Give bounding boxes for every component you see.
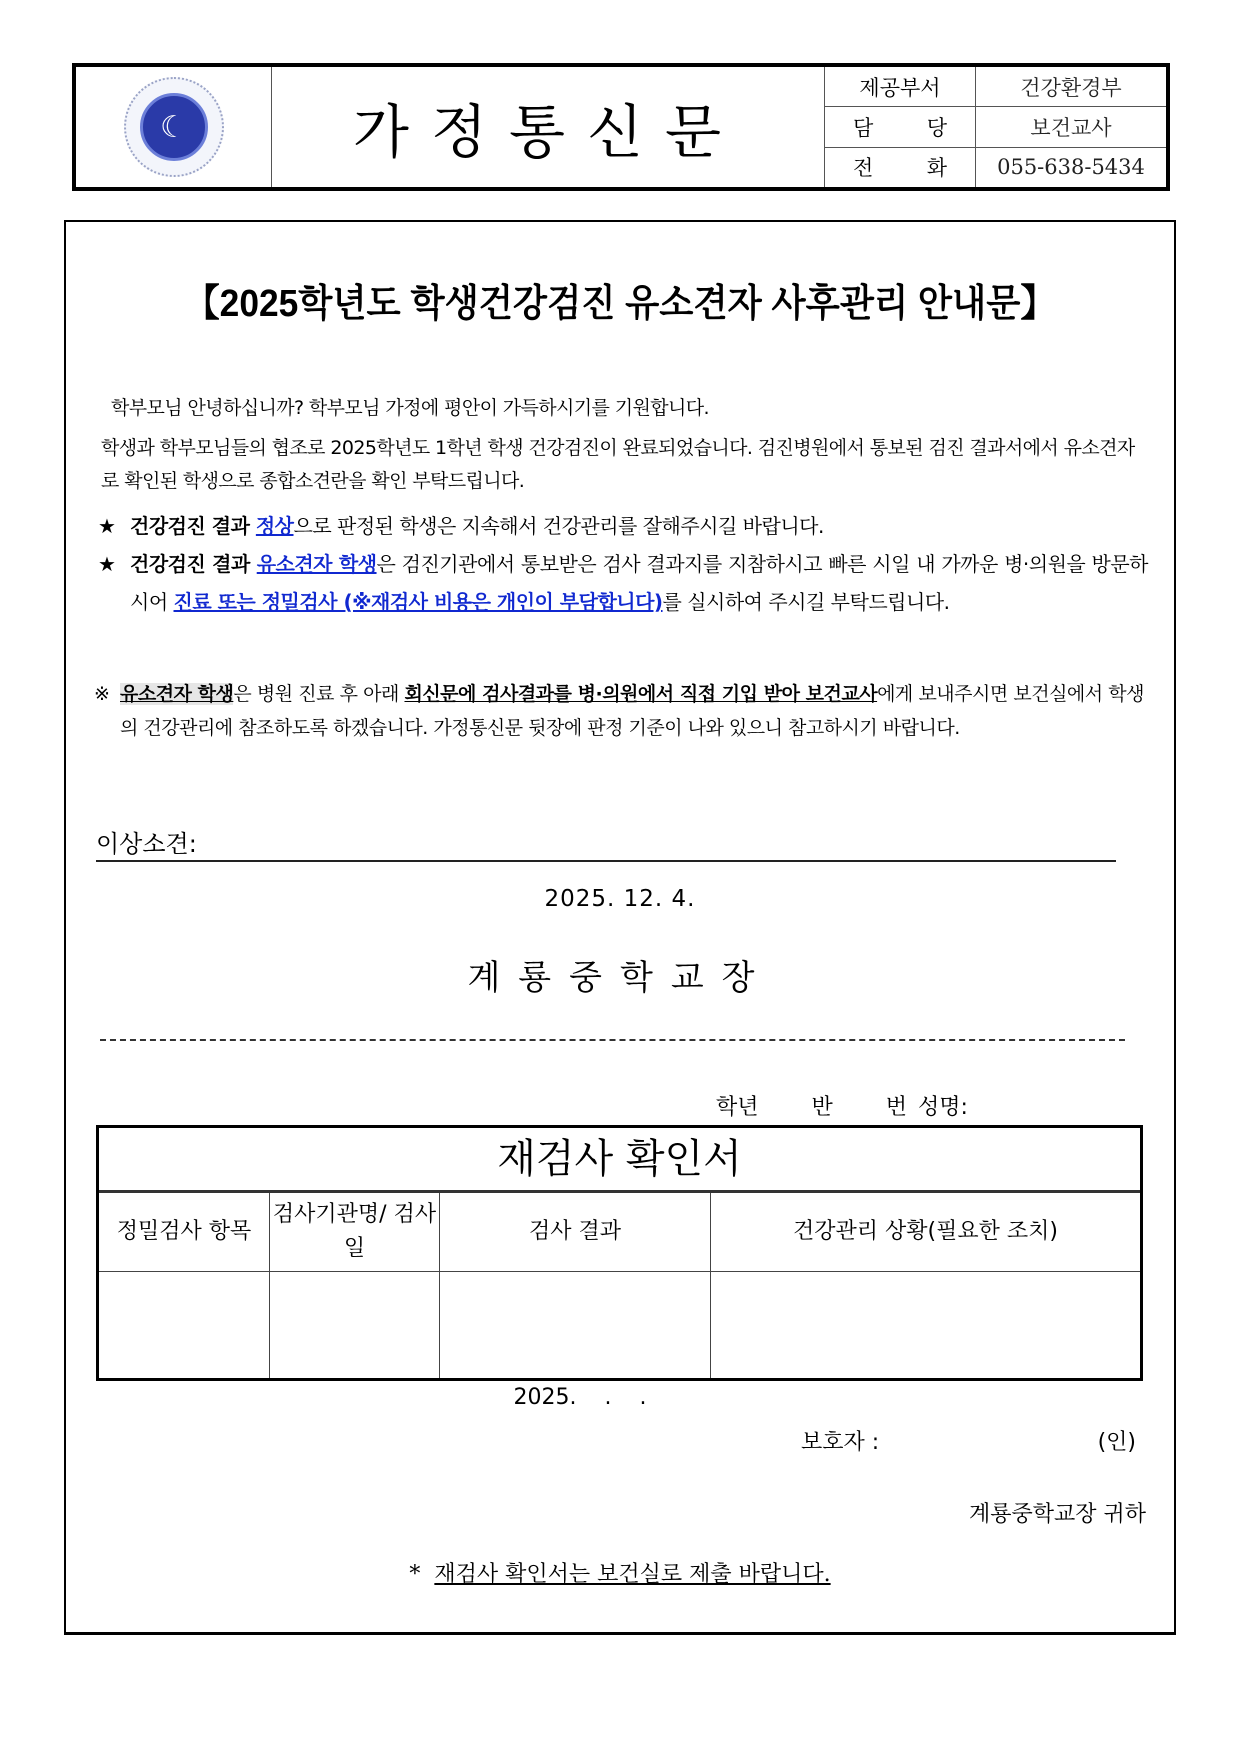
recipient: 계룡중학교장 귀하 — [968, 1502, 1146, 1527]
note-paragraph — [94, 677, 1144, 745]
asterisk-icon: * — [409, 1562, 421, 1587]
col-exam-result: 검사 결과 — [440, 1193, 711, 1272]
info-key-part: 화 — [926, 156, 947, 181]
bullet-normal — [98, 507, 1148, 545]
info-key-part: 전 — [853, 156, 874, 181]
cell-exam-item[interactable] — [99, 1272, 270, 1379]
table-header-row — [99, 1193, 1140, 1272]
info-key — [825, 107, 976, 147]
seal-mark: (인) — [1097, 1430, 1136, 1455]
info-row-phone — [825, 147, 1166, 187]
col-institution-date: 검사기관명/ 검사일 — [270, 1193, 440, 1272]
confirm-title: 재검사 확인서 — [99, 1128, 1140, 1193]
info-row-person — [825, 107, 1166, 147]
bullet-text-end: 를 실시하여 주시길 부탁드립니다. — [662, 590, 950, 614]
reexam-confirmation-form — [96, 1125, 1143, 1381]
col-health-action: 건강관리 상황(필요한 조치) — [711, 1193, 1141, 1272]
guardian-signature-line — [801, 1425, 1136, 1456]
abnormal-findings-field[interactable] — [96, 824, 1116, 862]
reference-mark-icon: ※ — [94, 683, 110, 705]
cell-institution-date[interactable] — [270, 1272, 440, 1379]
phone-number: 055-638-5434 — [997, 155, 1145, 180]
principal-signature: 계룡중학교장 — [467, 958, 773, 998]
newsletter-header — [72, 63, 1170, 191]
bullet-text: 은 검진기관에서 통보받은 검사 결과지를 지참하시고 빠른 시일 내 가까운 병·의원을 방문하시어 — [130, 552, 1148, 614]
note-underline: 회신문에 검사결과를 병·의원에서 직접 기입 받아 보건교사 — [404, 683, 878, 705]
bullet-abnormal — [98, 545, 1148, 621]
info-key-part: 담 — [853, 115, 874, 140]
newsletter-title: 가정통신문 — [352, 98, 744, 166]
reexam-table — [99, 1193, 1140, 1378]
info-key-part: 당 — [926, 115, 947, 140]
note-text-end: 에게 보내주시면 보건실에서 학생의 건강관리에 참조하도록 하겠습니다. 가정통신문 뒷장에 판정 기준이 나와 있으니 참고하시기 바랍니다. — [120, 683, 1145, 739]
highlight-abnormal-student: 유소견자 학생 — [256, 552, 377, 576]
cut-line — [100, 1039, 1125, 1041]
title-cell — [272, 67, 825, 187]
guardian-label: 보호자 : — [801, 1430, 880, 1455]
star-icon: ★ — [98, 514, 116, 538]
bullet-list — [98, 507, 1148, 621]
issue-date: 2025. 12. 4. — [544, 886, 696, 912]
logo-cell — [76, 67, 272, 187]
highlight-reexam: 진료 또는 정밀검사 (※재검사 비용은 개인이 부담합니다) — [173, 590, 663, 614]
student-info-line — [716, 1090, 968, 1121]
document-body — [64, 220, 1176, 1635]
highlight-normal: 정상 — [255, 514, 294, 538]
number-name-label: 번 성명: — [885, 1095, 968, 1120]
info-key — [825, 147, 976, 187]
cell-health-action[interactable] — [711, 1272, 1141, 1379]
intro-paragraph: 학생과 학부모님들의 협조로 2025학년도 1학년 학생 건강검진이 완료되었습니다. 검진병원에서 통보된 검진 결과서에서 유소견자로 확인된 학생으로 종합소견란을 확인 부탁드립니다. — [101, 437, 1135, 492]
info-key: 제공부서 — [825, 67, 976, 107]
info-table — [825, 67, 1166, 187]
note-highlight: 유소견자 학생 — [120, 683, 234, 705]
document-title: 【2025학년도 학생건강검진 유소견자 사후관리 안내문】 — [184, 283, 1056, 325]
info-value: 보건교사 — [976, 107, 1167, 147]
grade-label: 학년 — [716, 1095, 759, 1120]
abnormal-findings-label: 이상소견: — [96, 830, 197, 858]
cell-exam-result[interactable] — [440, 1272, 711, 1379]
info-row-department — [825, 67, 1166, 107]
note-text: 은 병원 진료 후 아래 — [233, 683, 405, 705]
reply-date: 2025. . . — [513, 1385, 647, 1410]
greeting: 학부모님 안녕하십니까? 학부모님 가정에 평안이 가득하시기를 기원합니다. — [111, 397, 709, 419]
table-row — [99, 1272, 1140, 1379]
school-emblem-icon — [124, 77, 224, 177]
bullet-prefix: 건강검진 결과 — [130, 552, 257, 576]
star-icon: ★ — [98, 552, 116, 576]
col-exam-item: 정밀검사 항목 — [99, 1193, 270, 1272]
info-value: 건강환경부 — [976, 67, 1167, 107]
bullet-text: 으로 판정된 학생은 지속해서 건강관리를 잘해주시길 바랍니다. — [293, 514, 824, 538]
bullet-prefix: 건강검진 결과 — [130, 514, 256, 538]
emblem-core: ☾ — [140, 93, 208, 161]
submission-note — [66, 1557, 1174, 1588]
class-label: 반 — [811, 1095, 833, 1120]
submission-note-text: 재검사 확인서는 보건실로 제출 바랍니다. — [434, 1562, 831, 1587]
